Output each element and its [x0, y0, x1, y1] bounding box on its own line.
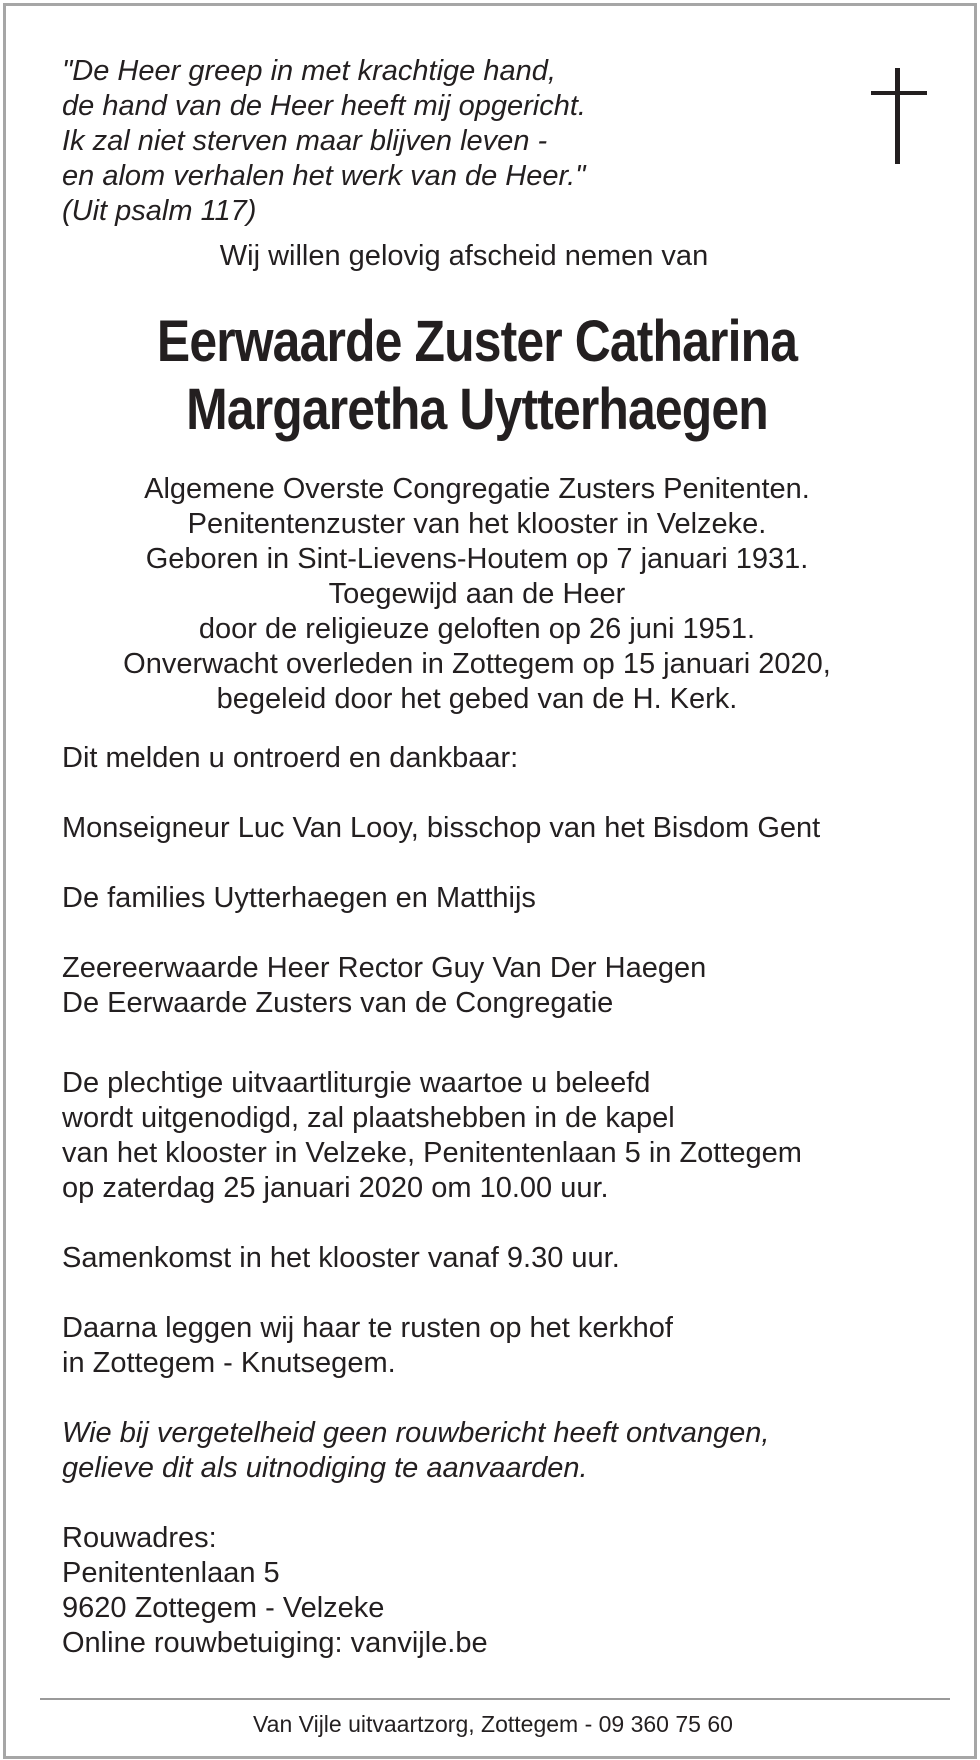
gathering-text: Samenkomst in het klooster vanaf 9.30 uur. — [62, 1242, 620, 1274]
deceased-name-line-2: Margaretha Uytterhaegen — [186, 377, 768, 442]
funeral-line: wordt uitgenodigd, zal plaatshebben in de kapel — [62, 1102, 675, 1134]
announcement — [62, 741, 892, 776]
deceased-name — [120, 308, 834, 444]
mourner-rector-text: Zeereerwaarde Heer Rector Guy Van Der Haegen — [62, 952, 707, 984]
burial-details — [62, 1311, 892, 1381]
mourner-families-text: De families Uytterhaegen en Matthijs — [62, 882, 536, 914]
mourner-congregation — [62, 951, 892, 1021]
funeral-line: De plechtige uitvaartliturgie waartoe u beleefd — [62, 1067, 651, 1099]
quote-line: "De Heer greep in met krachtige hand, — [62, 55, 556, 87]
gathering — [62, 1241, 892, 1276]
biography-line: Toegewijd aan de Heer — [328, 578, 626, 610]
burial-line: Daarna leggen wij haar te rusten op het kerkhof — [62, 1312, 673, 1344]
funeral-line: op zaterdag 25 januari 2020 om 10.00 uur. — [62, 1172, 609, 1204]
funeral-line: van het klooster in Velzeke, Penitentenlaan 5 in Zottegem — [62, 1137, 802, 1169]
biography-line: Algemene Overste Congregatie Zusters Penitenten. — [144, 473, 810, 505]
quote-line: en alom verhalen het werk van de Heer." — [62, 160, 586, 192]
obituary-card — [3, 3, 977, 1759]
mourner-sisters-text: De Eerwaarde Zusters van de Congregatie — [62, 987, 614, 1019]
psalm-quote — [62, 54, 892, 229]
funeral-home-footer: Van Vijle uitvaartzorg, Zottegem - 09 360 75 60 — [253, 1711, 733, 1737]
quote-source: (Uit psalm 117) — [62, 195, 257, 227]
funeral-details — [62, 1066, 892, 1206]
deceased-name-line-1: Eerwaarde Zuster Catharina — [156, 309, 798, 374]
biography-line: begeleid door het gebed van de H. Kerk. — [216, 683, 738, 715]
online-condolence: Online rouwbetuiging: vanvijle.be — [62, 1627, 488, 1659]
mourner-bishop-text: Monseigneur Luc Van Looy, bisschop van het Bisdom Gent — [62, 812, 821, 844]
biography-line: Penitentenzuster van het klooster in Velzeke. — [187, 508, 767, 540]
mourner-bishop — [62, 811, 892, 846]
biography-line: Onverwacht overleden in Zottegem op 15 januari 2020, — [123, 648, 831, 680]
quote-line: Ik zal niet sterven maar blijven leven - — [62, 125, 548, 157]
address-city: 9620 Zottegem - Velzeke — [62, 1592, 385, 1624]
mourning-address — [62, 1521, 892, 1661]
mourner-families — [62, 881, 892, 916]
biography-line: door de religieuze geloften op 26 juni 1951. — [198, 613, 756, 645]
invitation-note — [62, 1416, 892, 1486]
footer-divider — [40, 1698, 950, 1700]
biography — [62, 472, 892, 717]
intro-text: Wij willen gelovig afscheid nemen van — [219, 240, 709, 272]
quote-line: de hand van de Heer heeft mij opgericht. — [62, 90, 586, 122]
invitation-line: Wie bij vergetelheid geen rouwbericht heeft ontvangen, — [62, 1417, 770, 1449]
address-street: Penitentenlaan 5 — [62, 1557, 280, 1589]
invitation-line: gelieve dit als uitnodiging te aanvaarden. — [62, 1452, 588, 1484]
burial-line: in Zottegem - Knutsegem. — [62, 1347, 396, 1379]
obituary-body — [62, 54, 892, 1661]
announcement-text: Dit melden u ontroerd en dankbaar: — [62, 742, 519, 774]
biography-line: Geboren in Sint-Lievens-Houtem op 7 januari 1931. — [145, 543, 809, 575]
address-label: Rouwadres: — [62, 1522, 217, 1554]
